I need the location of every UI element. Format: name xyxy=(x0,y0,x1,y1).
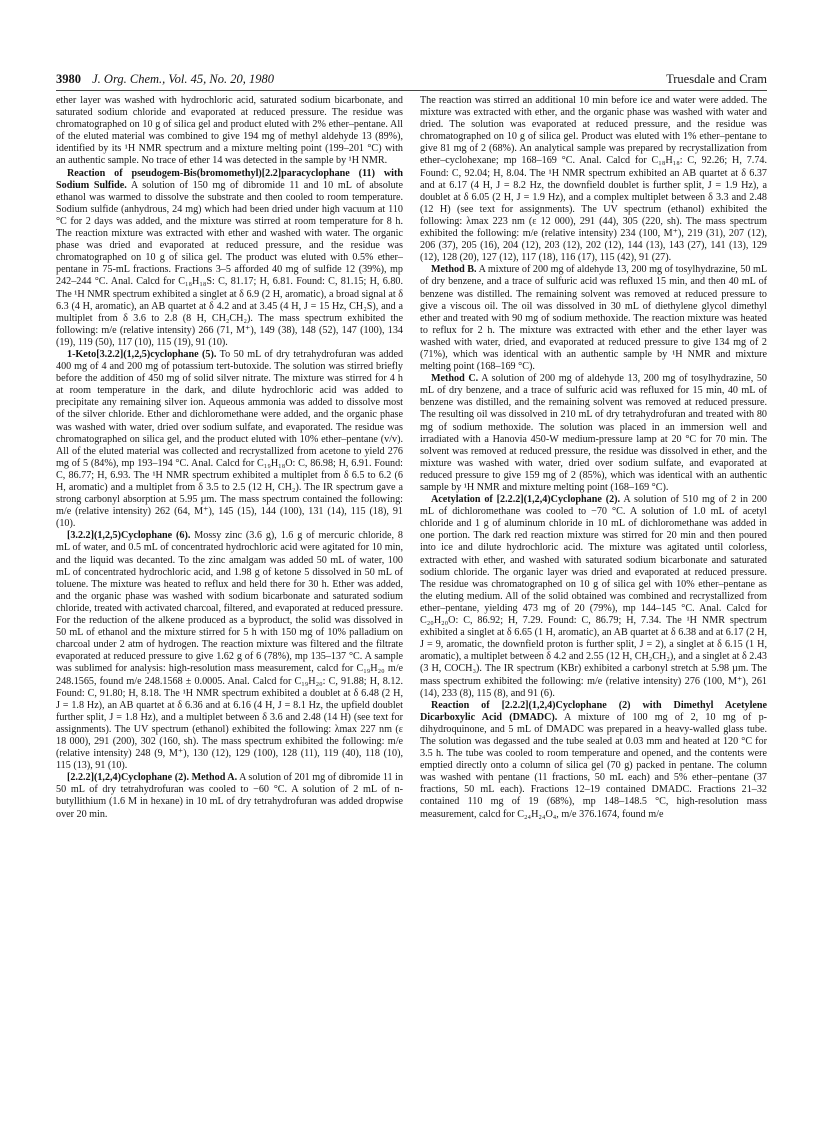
paragraph xyxy=(420,264,767,373)
paragraph-text: A mixture of 100 mg of 2, 10 mg of p-dihydroquinone, and 5 mL of DMADC was prepared in a heavy-walled glass tube. The solution was degassed and the tube sealed at 0.03 mm and heated at 120 °C for 3.5 h. The tube was cooled to room temperature and opened, and the contents were emptied directly onto a column of silica gel (70 g) packed in pentane. The column was washed with pentane (11 fractions, 50 mL each) and 5% ether–pentane (37 fractions, 50 mL each). Fractions 12–19 contained DMADC. Fractions 21–32 contained 110 mg of 19 (68%), mp 148–148.5 °C, high-resolution mass measurement, calcd for C₂₄H₂₄O₄, m/e 376.1674, found m/e xyxy=(420,711,768,820)
paragraph-heading: Method C. xyxy=(431,373,479,385)
paragraph-text: A solution of 510 mg of 2 in 200 mL of dichloromethane was cooled to −70 °C. A solution of 1.0 mL of acetyl chloride and 1 g of aluminum chloride in 10 mL of dichloromethane was added in one portion. The dark red reaction mixture was stirred for 20 min and then poured into ice and dilute hydrochloric acid. The mixture was agitated until colorless, extracted with ether, and washed with saturated sodium bicarbonate and saturated sodium chloride. The organic layer was dried and evaporated at reduced pressure. The residue was chromatographed on 10 g of silica gel with 10% ether–pentane as the eluting medium. All of the solid obtained was combined and recrystallized from ether–pentane, yielding 473 mg of 20 (79%), mp 144–145 °C. Anal. Calcd for C₂₀H₂₀O: C, 86.92; H, 7.29. Found: C, 86.79; H, 7.34. The ¹H NMR spectrum exhibited a singlet at δ 6.65 (1 H, aromatic), an AB quartet at δ 6.38 and at 6.17 (2 H, J = 9, aromatic, the downfield proton is further split, J = 2), a singlet at δ 6.15 (1 H, aromatic), a multiplet between δ 4.2 and 2.55 (12 H, CH₂CH₂), and a singlet at δ 2.43 (3 H, COCH₃). The IR spectrum (KBr) exhibited a carbonyl stretch at 5.98 µm. The mass spectrum exhibited the following: m/e (relative intensity) 276 (100, M⁺), 261 (14), 233 (8), 115 (8), and 91 (6). xyxy=(420,494,767,699)
paragraph-text: A solution of 201 mg of dibromide 11 in 50 mL of dry tetrahydrofuran was cooled to −60 °C. A solution of 2 mL of n-butyllithium (1.6 M in hexane) in 10 mL of dry tetrahydrofuran was added dropwise over 20 min. xyxy=(56,772,404,820)
paragraph-heading: Acetylation of [2.2.2](1,2,4)Cyclophane (2). xyxy=(431,494,621,506)
paragraph-text: A solution of 200 mg of aldehyde 13, 200 mg of tosylhydrazine, 50 mL of dry benzene, and a trace of sulfuric acid was refluxed for 15 min, 40 mL of benzene was distilled, and the remaining solvent was removed at reduced pressure. The resulting oil was dissolved in 210 mL of dry tetrahydrofuran and treated with 80 mg of sodium methoxide. The solution was placed in an immersion well and irradiated with a Hanovia 450-W medium-pressure lamp at 20 °C for 70 min. The solvent was removed at reduced pressure, the residue was dissolved in ether, and the mixture was washed with water, dried over sodium sulfate, and evaporated at reduced pressure to give 159 mg of 2 (85%), which was identical with an authentic sample by ¹H NMR and mixture melting point (168–169 °C). xyxy=(420,373,767,493)
journal-citation: J. Org. Chem., Vol. 45, No. 20, 1980 xyxy=(92,72,274,86)
paragraph xyxy=(420,95,767,264)
paragraph-text: ether layer was washed with hydrochloric acid, saturated sodium bicarbonate, and saturated sodium chloride and evaporated at reduced pressure. The residue was chromatographed on 10 g of silica gel and product eluted with 2% ether–pentane. All of the eluted material was combined to give 194 mg of methyl aldehyde 13 (89%), identified by its ¹H NMR spectrum and a mixture melting point (199–201 °C) with an authentic sample. No trace of ether 14 was detected in the sample by ¹H NMR. xyxy=(56,95,403,167)
paragraph-heading: Method B. xyxy=(431,264,477,276)
paragraph-text: Mossy zinc (3.6 g), 1.6 g of mercuric chloride, 8 mL of water, and 0.5 mL of concentrated hydrochloric acid were agitated for 10 min, and the liquid was decanted. To the zinc amalgam was added 50 mL of water, 100 mL of concentrated hydrochloric acid, and 1.98 g of ketone 5 dissolved in 50 mL of toluene. The mixture was heated to reflux and held there for 30 h. Ether was added, and the organic phase was washed with sodium bicarbonate and saturated sodium chloride, treated with activated charcoal, filtered, and evaporated at reduced pressure. For the reduction of the alkene produced as a byproduct, the solid was dissolved in 50 mL of ethanol and the mixture stirred for 5 h with 150 mg of 10% palladium on charcoal under 2 atm of hydrogen. The reaction mixture was filtered and the filtrate evaporated at reduced pressure to give 1.62 g of 6 (78%), mp 135–137 °C. A sample was sublimed for analysis: high-resolution mass measurement, calcd for C₁₉H₂₀ m/e 248.1565, found m/e 248.1568 ± 0.0005. Anal. Calcd for C₁₉H₂₀: C, 91.88; H, 8.12. Found: C, 91.80; H, 8.18. The ¹H NMR spectrum exhibited a doublet at δ 6.48 (2 H, J = 1.8 Hz), an AB quartet at δ 6.36 and at 6.16 (4 H, J = 8.1 Hz, the upfield doublet further split, J = 1.8 Hz), and a multiplet between δ 3.6 and 2.48 (14 H) (see text for assignments). The UV spectrum (ethanol) exhibited the following: λmax 227 nm (ε 18 000), 291 (200), 302 (160, sh). The mass spectrum exhibited the following: m/e (relative intensity) 248 (9, M⁺), 130 (12), 129 (100), 128 (11), 119 (40), 118 (10), 115 (13), 91 (10). xyxy=(56,530,403,772)
paragraph xyxy=(56,772,403,820)
paragraph xyxy=(56,168,403,349)
paragraph-text: The reaction was stirred an additional 10 min before ice and water were added. The mixture was extracted with ether, and the organic phase was washed with water and dried. The solution was evaporated at reduced pressure, and the residue was chromatographed on 10 g of silica gel. Product was eluted with 1% ether–pentane to give 81 mg of 2 (68%). An analytical sample was prepared by recrystallization from ether–cyclohexane; mp 168–169 °C. Anal. Calcd for C₁₈H₁₈: C, 92.26; H, 7.74. Found: C, 92.04; H, 8.04. The ¹H NMR spectrum exhibited an AB quartet at δ 6.37 and at 6.17 (4 H, J = 8.2 Hz, the downfield doublet is further split, J = 1.9 Hz), a doublet at δ 6.05 (2 H, J = 1.9 Hz), and a complex multiplet between δ 3.3 and 2.48 (12 H) (see text for assignments). The UV spectrum (ethanol) exhibited the following: λmax 223 nm (ε 12 000), 291 (44), 305 (220, sh). The mass spectrum exhibited the following: m/e (relative intensity) 234 (100, M⁺), 219 (31), 207 (12), 206 (37), 205 (16), 204 (12), 203 (12), 202 (12), 144 (13), 143 (27), 141 (13), 129 (12), 128 (20), 127 (12), 117 (18), 116 (17), 115 (42), 91 (27). xyxy=(420,95,767,264)
paragraph xyxy=(56,349,403,530)
paragraph-text: A solution of 150 mg of dibromide 11 and 10 mL of absolute ethanol was warmed to dissolve the substrate and then cooled to room temperature. Sodium sulfide (anhydrous, 24 mg) which had been dried under high vacuum at 110 °C for 2 days was added, and the mixture was stirred at room temperature for 8 h. The reaction mixture was extracted with ether and washed with water. The organic phase was dried and evaporated at reduced pressure, and the residue was chromatographed on 10 g of silica gel. The product was eluted with 0.5% ether–pentane in 75-mL fractions. Fractions 3–5 afforded 40 mg of sulfide 12 (39%), mp 242–244 °C. Anal. Calcd for C₁₈H₁₈S: C, 81.17; H, 6.81. Found: C, 81.15; H, 6.80. The ¹H NMR spectrum exhibited a singlet at δ 6.9 (2 H, aromatic), a broad signal at δ 6.3 (4 H, aromatic), an AB quartet at δ 4.2 and at 3.45 (4 H, J = 15 Hz, CH₂S), and a multiplet from δ 3.6 to 2.8 (8 H, CH₂CH₂). The mass spectrum exhibited the following: m/e (relative intensity) 266 (71, M⁺), 149 (38), 148 (52), 147 (100), 134 (19), 119 (50), 117 (10), 115 (19), 91 (10). xyxy=(56,179,403,348)
right-column xyxy=(420,95,767,821)
paragraph xyxy=(420,373,767,494)
paragraph-heading: Reaction of pseudogem-Bis(bromomethyl)[2.2]paracyclophane (11) with Sodium Sulfide. xyxy=(56,167,403,191)
page-header xyxy=(56,70,767,88)
page-number: 3980 xyxy=(56,72,81,86)
paragraph-heading: [2.2.2](1,2,4)Cyclophane (2). Method A. xyxy=(67,772,238,784)
header-left xyxy=(56,70,274,88)
paragraph-heading: [3.2.2](1,2,5)Cyclophane (6). xyxy=(67,530,191,542)
paragraph-heading: 1-Keto[3.2.2](1,2,5)cyclophane (5). xyxy=(67,348,217,360)
header-rule xyxy=(56,90,767,91)
left-column xyxy=(56,95,403,821)
running-authors: Truesdale and Cram xyxy=(666,72,767,86)
paragraph xyxy=(420,700,767,821)
paragraph xyxy=(56,530,403,772)
paragraph-text: A mixture of 200 mg of aldehyde 13, 200 mg of tosylhydrazine, 50 mL of dry benzene, and a trace of sulfuric acid was refluxed 15 min, and then 40 mL of benzene was distilled. The remaining solvent was removed at reduced pressure to give a viscous oil. The oil was dissolved in 30 mL of diethylene glycol dimethyl ether and treated with 90 mg of sodium methoxide. The reaction mixture was heated to reflux for 2 h. The mixture was extracted with ether and the ether layer was washed with water, dried, and evaporated at reduced pressure to give 134 mg of 2 (71%), which was identical with an authentic sample by ¹H NMR and mixture melting point (168–169 °C). xyxy=(420,264,767,373)
paragraph xyxy=(420,494,767,700)
paragraph-heading: Reaction of [2.2.2](1,2,4)Cyclophane (2) with Dimethyl Acetylene Dicarboxylic Acid (DMADC). xyxy=(420,699,767,723)
paragraph xyxy=(56,95,403,168)
paragraph-text: To 50 mL of dry tetrahydrofuran was added 400 mg of 4 and 200 mg of potassium tert-butoxide. The solution was stirred briefly before the addition of 450 mg of solid silver nitrate. The mixture was stirred for 4 h at room temperature in the dark, and dilute hydrochloric acid was added to precipitate any remaining silver ion. Aqueous ammonia was added to dissolve most of the silver chloride. Ether and dichloromethane were added, and the organic phase was washed with water, dried over sodium sulfate, and evaporated. The residue was chromatographed on silica gel, and the product eluted with 10% ether–pentane (v/v). All of the eluted material was collected and recrystallized from acetone to yield 276 mg of 5 (84%), mp 193–194 °C. Anal. Calcd for C₁₉H₁₈O: C, 86.98; H, 6.91. Found: C, 86.77; H, 6.93. The ¹H NMR spectrum exhibited a multiplet from δ 6.5 to 6.2 (6 H, aromatic) and a multiplet from δ 3.5 to 2.5 (12 H, CH₂). The IR spectrum gave a strong carbonyl absorption at 5.95 µm. The mass spectrum contained the following: m/e (relative intensity) 262 (64, M⁺), 145 (15), 144 (100), 131 (14), 115 (18), 91 (10). xyxy=(56,348,404,530)
